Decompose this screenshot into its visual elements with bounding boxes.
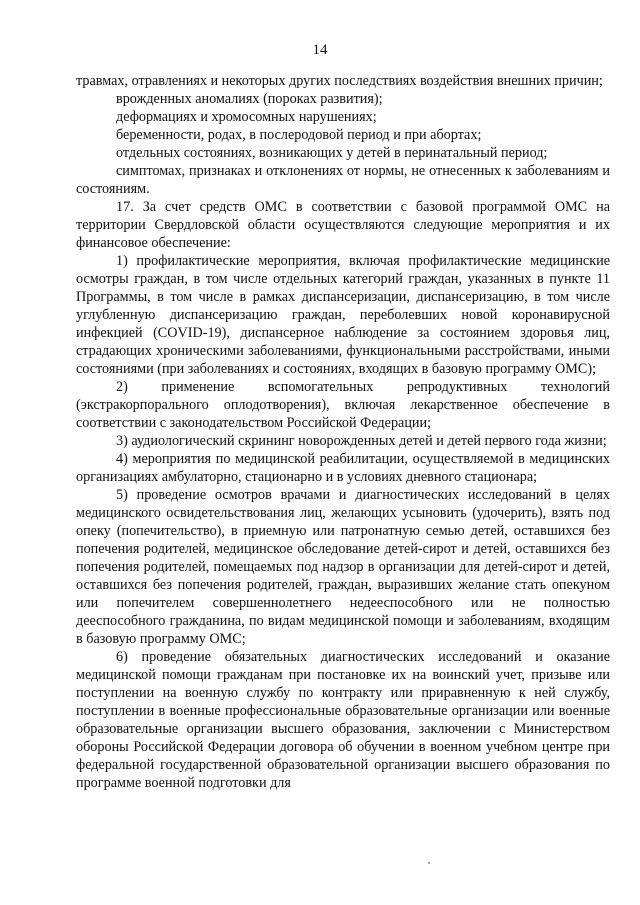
paragraph-item-2-reproductive: 2) применение вспомогательных репродуктивных технологий (экстракорпорального оплодотворения), включая лекарственное обеспечение в соответствии с законодательством Российской Федерации; [76,379,610,431]
paragraph-item-4-rehabilitation: 4) мероприятия по медицинской реабилитации, осуществляемой в медицинских организациях амбулаторно, стационарно и в условиях дневного стационара; [76,451,610,485]
paragraph-symptoms: симптомах, признаках и отклонениях от нормы, не отнесенных к заболеваниям и состояниям. [76,163,610,197]
paragraph-pregnancy: беременности, родах, в послеродовой период и при абортах; [116,127,482,143]
paragraph-injuries: травмах, отравлениях и некоторых других последствиях воздействия внешних причин; [76,73,603,89]
scan-speck [428,862,430,864]
paragraph-congenital-anomalies: врожденных аномалиях (пороках развития); [116,91,383,107]
paragraph-item-5-examinations: 5) проведение осмотров врачами и диагностических исследований в целях медицинского освидетельствования лиц, желающих усыновить (удочерить), взять под опеку (попечительство), в приемную или патронатную семью детей, оставшихся без попечения родителей, медицинское обследование детей-сирот и детей, оставшихся без попечения родителей, помещаемых под надзор в организации для детей-сирот и детей, оставшихся без попечения родителей, граждан, выразивших желание стать опекуном или попечителем совершеннолетнего недееспособного или не полностью дееспособного гражданина, по видам медицинской помощи и заболеваниям, входящим в базовую программу ОМС; [76,487,610,647]
paragraph-item-6-military: 6) проведение обязательных диагностических исследований и оказание медицинской помощи гражданам при постановке их на воинский учет, призыве или поступлении на военную службу по контракту или приравненную к ней службу, поступлении в военные профессиональные образовательные организации или военные образовательные организации высшего образования, заключении с Министерством обороны Российской Федерации договора об обучении в военном учебном центре при федеральной государственной образовательной организации высшего образования по программе военной подготовки для [76,649,610,791]
paragraph-deformations: деформациях и хромосомных нарушениях; [116,109,377,125]
paragraph-item-1-preventive: 1) профилактические мероприятия, включая профилактические медицинские осмотры граждан, в том числе отдельных категорий граждан, указанных в пункте 11 Программы, в том числе в рамках диспансеризации, диспансеризацию, в том числе углубленную диспансеризацию граждан, переболевших новой коронавирусной инфекцией (COVID-19), диспансерное наблюдение за состоянием здоровья лиц, страдающих хроническими заболеваниями, функциональными расстройствами, иными состояниями (при заболеваниях и состояниях, входящих в базовую программу ОМС); [76,253,610,377]
paragraph-17-oms-measures: 17. За счет средств ОМС в соответствии с базовой программой ОМС на территории Свердловской области осуществляются следующие мероприятия и их финансовое обеспечение: [76,199,610,251]
paragraph-perinatal: отдельных состояниях, возникающих у детей в перинатальный период; [116,145,548,161]
document-body [76,72,610,792]
paragraph-item-3-audiological: 3) аудиологический скрининг новорожденных детей и детей первого года жизни; [116,433,607,449]
page-number: 14 [312,42,328,58]
